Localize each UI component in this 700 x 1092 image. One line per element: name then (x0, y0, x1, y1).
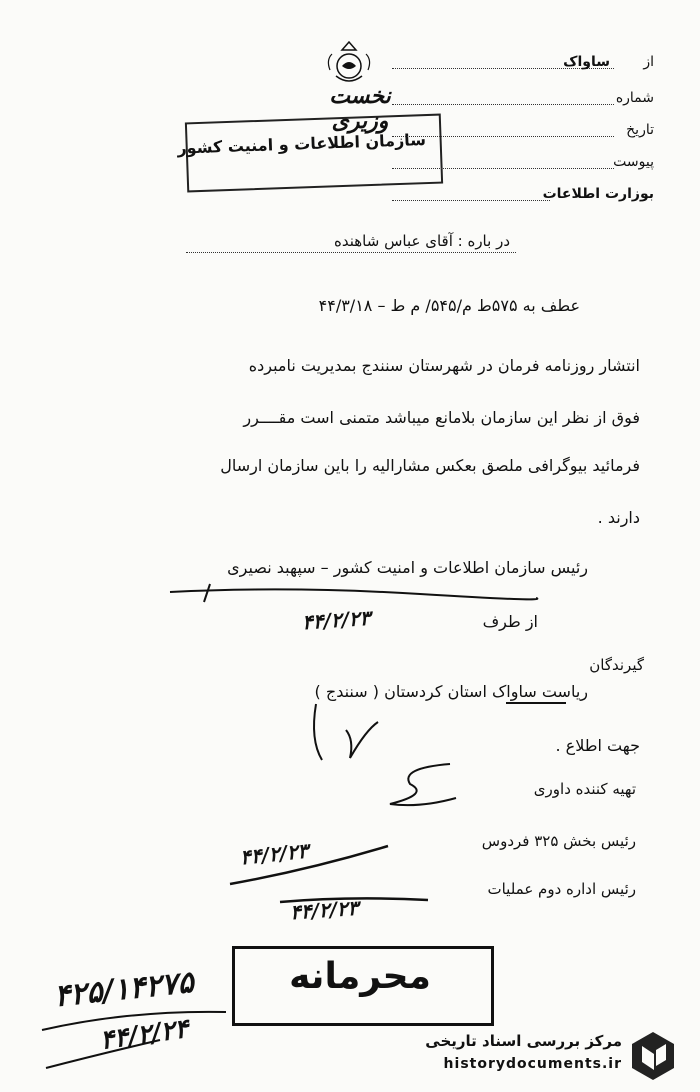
signature-title: رئیس سازمان اطلاعات و امنیت کشور – سپهبد نصیری (227, 558, 588, 577)
handwritten-date: ۴۴/۲/۲۴ (98, 1013, 191, 1057)
body-line: فرمائید بیوگرافی ملصق بعکس مشارالیه را باین سازمان ارسال (220, 456, 640, 475)
handwritten-number: ۴۲۵/۱۴۲۷۵ (52, 964, 196, 1015)
header-field-date (392, 118, 654, 140)
prepared-by: تهیه کننده داوری (533, 780, 636, 798)
header-field-number (392, 86, 654, 108)
on-behalf-label: از طرف (482, 612, 538, 631)
header-field-value: ساواک (563, 54, 610, 70)
lion-and-sun-crest-icon (322, 40, 376, 88)
recipients-underline (506, 700, 566, 706)
header-field-from (392, 50, 654, 72)
classification-text: محرمانه (289, 956, 431, 997)
department-head-initials: ۴۴/۲/۲۳ (289, 895, 360, 925)
subject-line: در باره : آقای عباس شاهنده (334, 232, 510, 250)
recipient-ministry: بوزارت اطلاعات (542, 186, 654, 202)
organization-stamp-text: سازمان اطلاعات و امنیت کشور (177, 129, 427, 158)
recipients-line: ریاست ساواک استان کردستان ( سنندج ) (314, 682, 588, 701)
recipient-field (392, 182, 654, 204)
archive-logo (400, 1030, 700, 1092)
archive-name: مرکز بررسی اسناد تاریخی (425, 1032, 622, 1050)
section-head: رئیس بخش ۳۲۵ فردوس (481, 832, 636, 850)
subject-underline (186, 252, 516, 253)
signature-flourish-icon (170, 580, 540, 610)
body-line: فوق از نظر این سازمان بلامانع میباشد متمنی است مقــــرر (243, 408, 640, 427)
reference-line: عطف به ۵۷۵ط م/۵۴۵/ م ط – ۴۴/۳/۱۸ (318, 296, 580, 315)
recipients-note: جهت اطلاع . (555, 736, 640, 755)
section-head-initials: ۴۴/۲/۲۳ (238, 838, 310, 870)
behalf-initials: ۴۴/۲/۲۳ (300, 605, 371, 635)
header-field-label: شماره (615, 90, 654, 106)
handwritten-underline (40, 1010, 230, 1070)
header-field-label: پیوست (613, 154, 654, 170)
archive-url: historydocuments.ir (443, 1056, 622, 1072)
recipients-heading: گیرندگان (589, 656, 644, 674)
department-head: رئیس اداره دوم عملیات (487, 880, 636, 898)
department-head-underline (280, 890, 430, 910)
header-field-label: از (643, 54, 654, 70)
body-line: انتشار روزنامه فرمان در شهرستان سنندج بمدیریت نامبرده (248, 356, 640, 375)
header-field-label: تاریخ (626, 122, 654, 138)
archive-emblem-icon (628, 1030, 678, 1082)
preparer-signature-icon (370, 758, 460, 818)
letterhead-title: نخست وزیری (329, 84, 391, 134)
body-line: دارند . (597, 508, 640, 527)
section-head-signature-icon (228, 830, 398, 890)
header-field-attachment (392, 150, 654, 172)
